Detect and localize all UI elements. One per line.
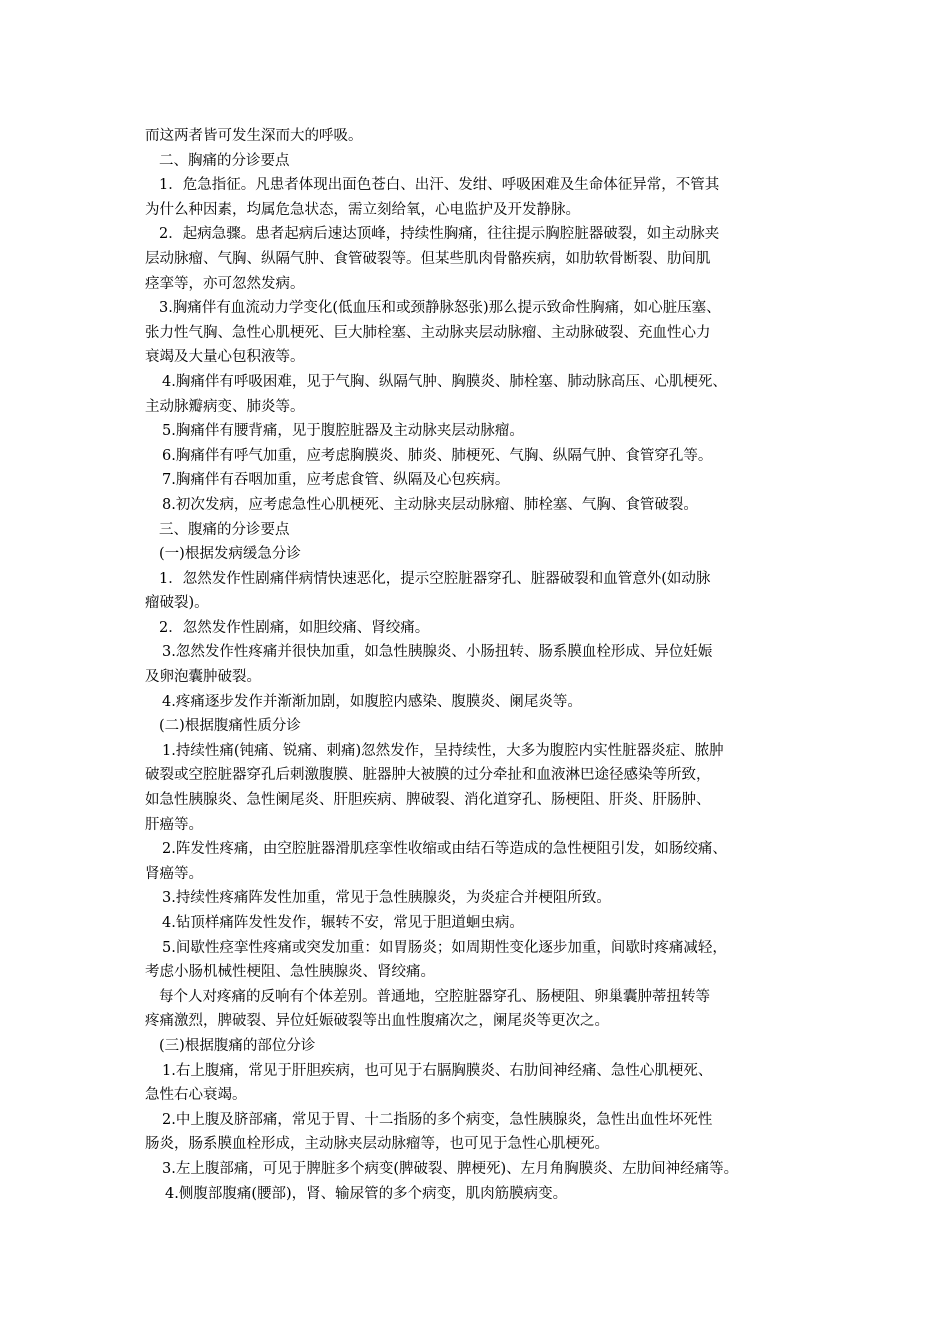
- text-line: 7.胸痛伴有吞咽加重，应考虑食管、纵隔及心包疾病。: [162, 472, 510, 489]
- text-line: 3.左上腹部痛，可见于脾脏多个病变(脾破裂、脾梗死)、左月角胸膜炎、左肋间神经痛等。: [162, 1160, 739, 1177]
- text-line: 层动脉瘤、气胸、纵隔气肿、食管破裂等。但某些肌肉骨骼疾病，如肋软骨断裂、肋间肌: [145, 250, 711, 267]
- text-line: 4.胸痛伴有呼吸困难，见于气胸、纵隔气肿、胸膜炎、肺栓塞、肺动脉高压、心肌梗死、: [162, 373, 727, 390]
- text-line: 肠炎，肠系膜血栓形成，主动脉夹层动脉瘤等，也可见于急性心肌梗死。: [145, 1136, 609, 1153]
- text-line: 4.侧腹部腹痛(腰部)，肾、输尿管的多个病变，肌肉筋膜病变。: [165, 1185, 568, 1202]
- text-line: 二、胸痛的分诊要点: [159, 152, 290, 169]
- text-line: 4.疼痛逐步发作并渐渐加剧，如腹腔内感染、腹膜炎、阑尾炎等。: [162, 693, 582, 710]
- text-line: 肾癌等。: [145, 865, 203, 882]
- text-line: 急性右心衰竭。: [145, 1087, 247, 1104]
- text-line: 4.钻顶样痛阵发性发作，辗转不安，常见于胆道蛔虫病。: [162, 915, 524, 931]
- text-line: 为什么种因素，均属危急状态，需立刻给氧，心电监护及开发静脉。: [145, 201, 580, 218]
- text-line: 3.忽然发作性疼痛并很快加重，如急性胰腺炎、小肠扭转、肠系膜血栓形成、异位妊娠: [162, 644, 713, 661]
- text-line: 衰竭及大量心包积液等。: [145, 349, 305, 366]
- text-line: 1．忽然发作性剧痛伴病情快速恶化，提示空腔脏器穿孔、脏器破裂和血管意外(如动脉: [159, 570, 711, 587]
- text-line: 张力性气胸、急性心肌梗死、巨大肺栓塞、主动脉夹层动脉瘤、主动脉破裂、充血性心力: [145, 324, 711, 341]
- text-line: 5.胸痛伴有腰背痛，见于腹腔脏器及主动脉夹层动脉瘤。: [162, 423, 524, 440]
- text-line: 瘤破裂)。: [145, 595, 209, 612]
- text-line: (三)根据腹痛的部位分诊: [159, 1037, 316, 1054]
- text-line: 1.右上腹痛，常见于肝胆疾病，也可见于右膈胸膜炎、右肋间神经痛、急性心肌梗死、: [162, 1062, 713, 1079]
- text-line: 破裂或空腔脏器穿孔后刺激腹膜、脏器肿大被膜的过分牵扯和血液淋巴途径感染等所致，: [145, 767, 711, 784]
- text-line: (一)根据发病缓急分诊: [159, 546, 301, 563]
- text-line: 2．忽然发作性剧痛，如胆绞痛、肾绞痛。: [159, 619, 430, 636]
- text-line: 痉挛等，亦可忽然发病。: [145, 275, 305, 292]
- text-line: 6.胸痛伴有呼气加重，应考虑胸膜炎、肺炎、肺梗死、气胸、纵隔气肿、食管穿孔等。: [162, 447, 713, 464]
- text-line: 肝癌等。: [145, 816, 203, 833]
- text-line: 疼痛激烈，脾破裂、异位妊娠破裂等出血性腹痛次之，阑尾炎等更次之。: [145, 1013, 609, 1030]
- text-line: 而这两者皆可发生深而大的呼吸。: [145, 128, 363, 144]
- text-line: 3.持续性疼痛阵发性加重，常见于急性胰腺炎，为炎症合并梗阻所致。: [162, 890, 611, 907]
- text-line: 3.胸痛伴有血流动力学变化(低血压和或颈静脉怒张)那么提示致命性胸痛，如心脏压塞、: [159, 300, 721, 317]
- text-line: 每个人对疼痛的反响有个体差别。普通地，空腔脏器穿孔、肠梗阻、卵巢囊肿蒂扭转等: [159, 988, 710, 1005]
- text-line: 1.持续性痛(钝痛、锐痛、刺痛)忽然发作，呈持续性，大多为腹腔内实性脏器炎症、脓肿: [162, 742, 724, 759]
- text-line: 1．危急指征。凡患者体现出面色苍白、出汗、发绀、呼吸困难及生命体征异常，不管其: [159, 177, 720, 194]
- text-line: 8.初次发病，应考虑急性心肌梗死、主动脉夹层动脉瘤、肺栓塞、气胸、食管破裂。: [162, 496, 698, 513]
- text-line: 2．起病急骤。患者起病后速达顶峰，持续性胸痛，往往提示胸腔脏器破裂，如主动脉夹: [159, 226, 720, 243]
- text-line: 主动脉瓣病变、肺炎等。: [145, 398, 305, 415]
- text-line: 2.阵发性疼痛，由空腔脏器滑肌痉挛性收缩或由结石等造成的急性梗阻引发，如肠绞痛、: [162, 841, 727, 858]
- text-line: 2.中上腹及脐部痛，常见于胃、十二指肠的多个病变，急性胰腺炎，急性出血性坏死性: [162, 1111, 713, 1128]
- text-line: (二)根据腹痛性质分诊: [159, 718, 301, 735]
- document-page: [145, 124, 810, 1206]
- text-line: 如急性胰腺炎、急性阑尾炎、肝胆疾病、脾破裂、消化道穿孔、肠梗阻、肝炎、肝肠肿、: [145, 792, 711, 809]
- text-line: 5.间歇性痉挛性疼痛或突发加重：如胃肠炎；如周期性变化逐步加重，间歇时疼痛减轻，: [162, 939, 727, 956]
- text-line: 三、腹痛的分诊要点: [159, 521, 290, 538]
- text-line: 考虑小肠机械性梗阻、急性胰腺炎、肾绞痛。: [145, 964, 435, 981]
- text-line: 及卵泡囊肿破裂。: [145, 669, 261, 686]
